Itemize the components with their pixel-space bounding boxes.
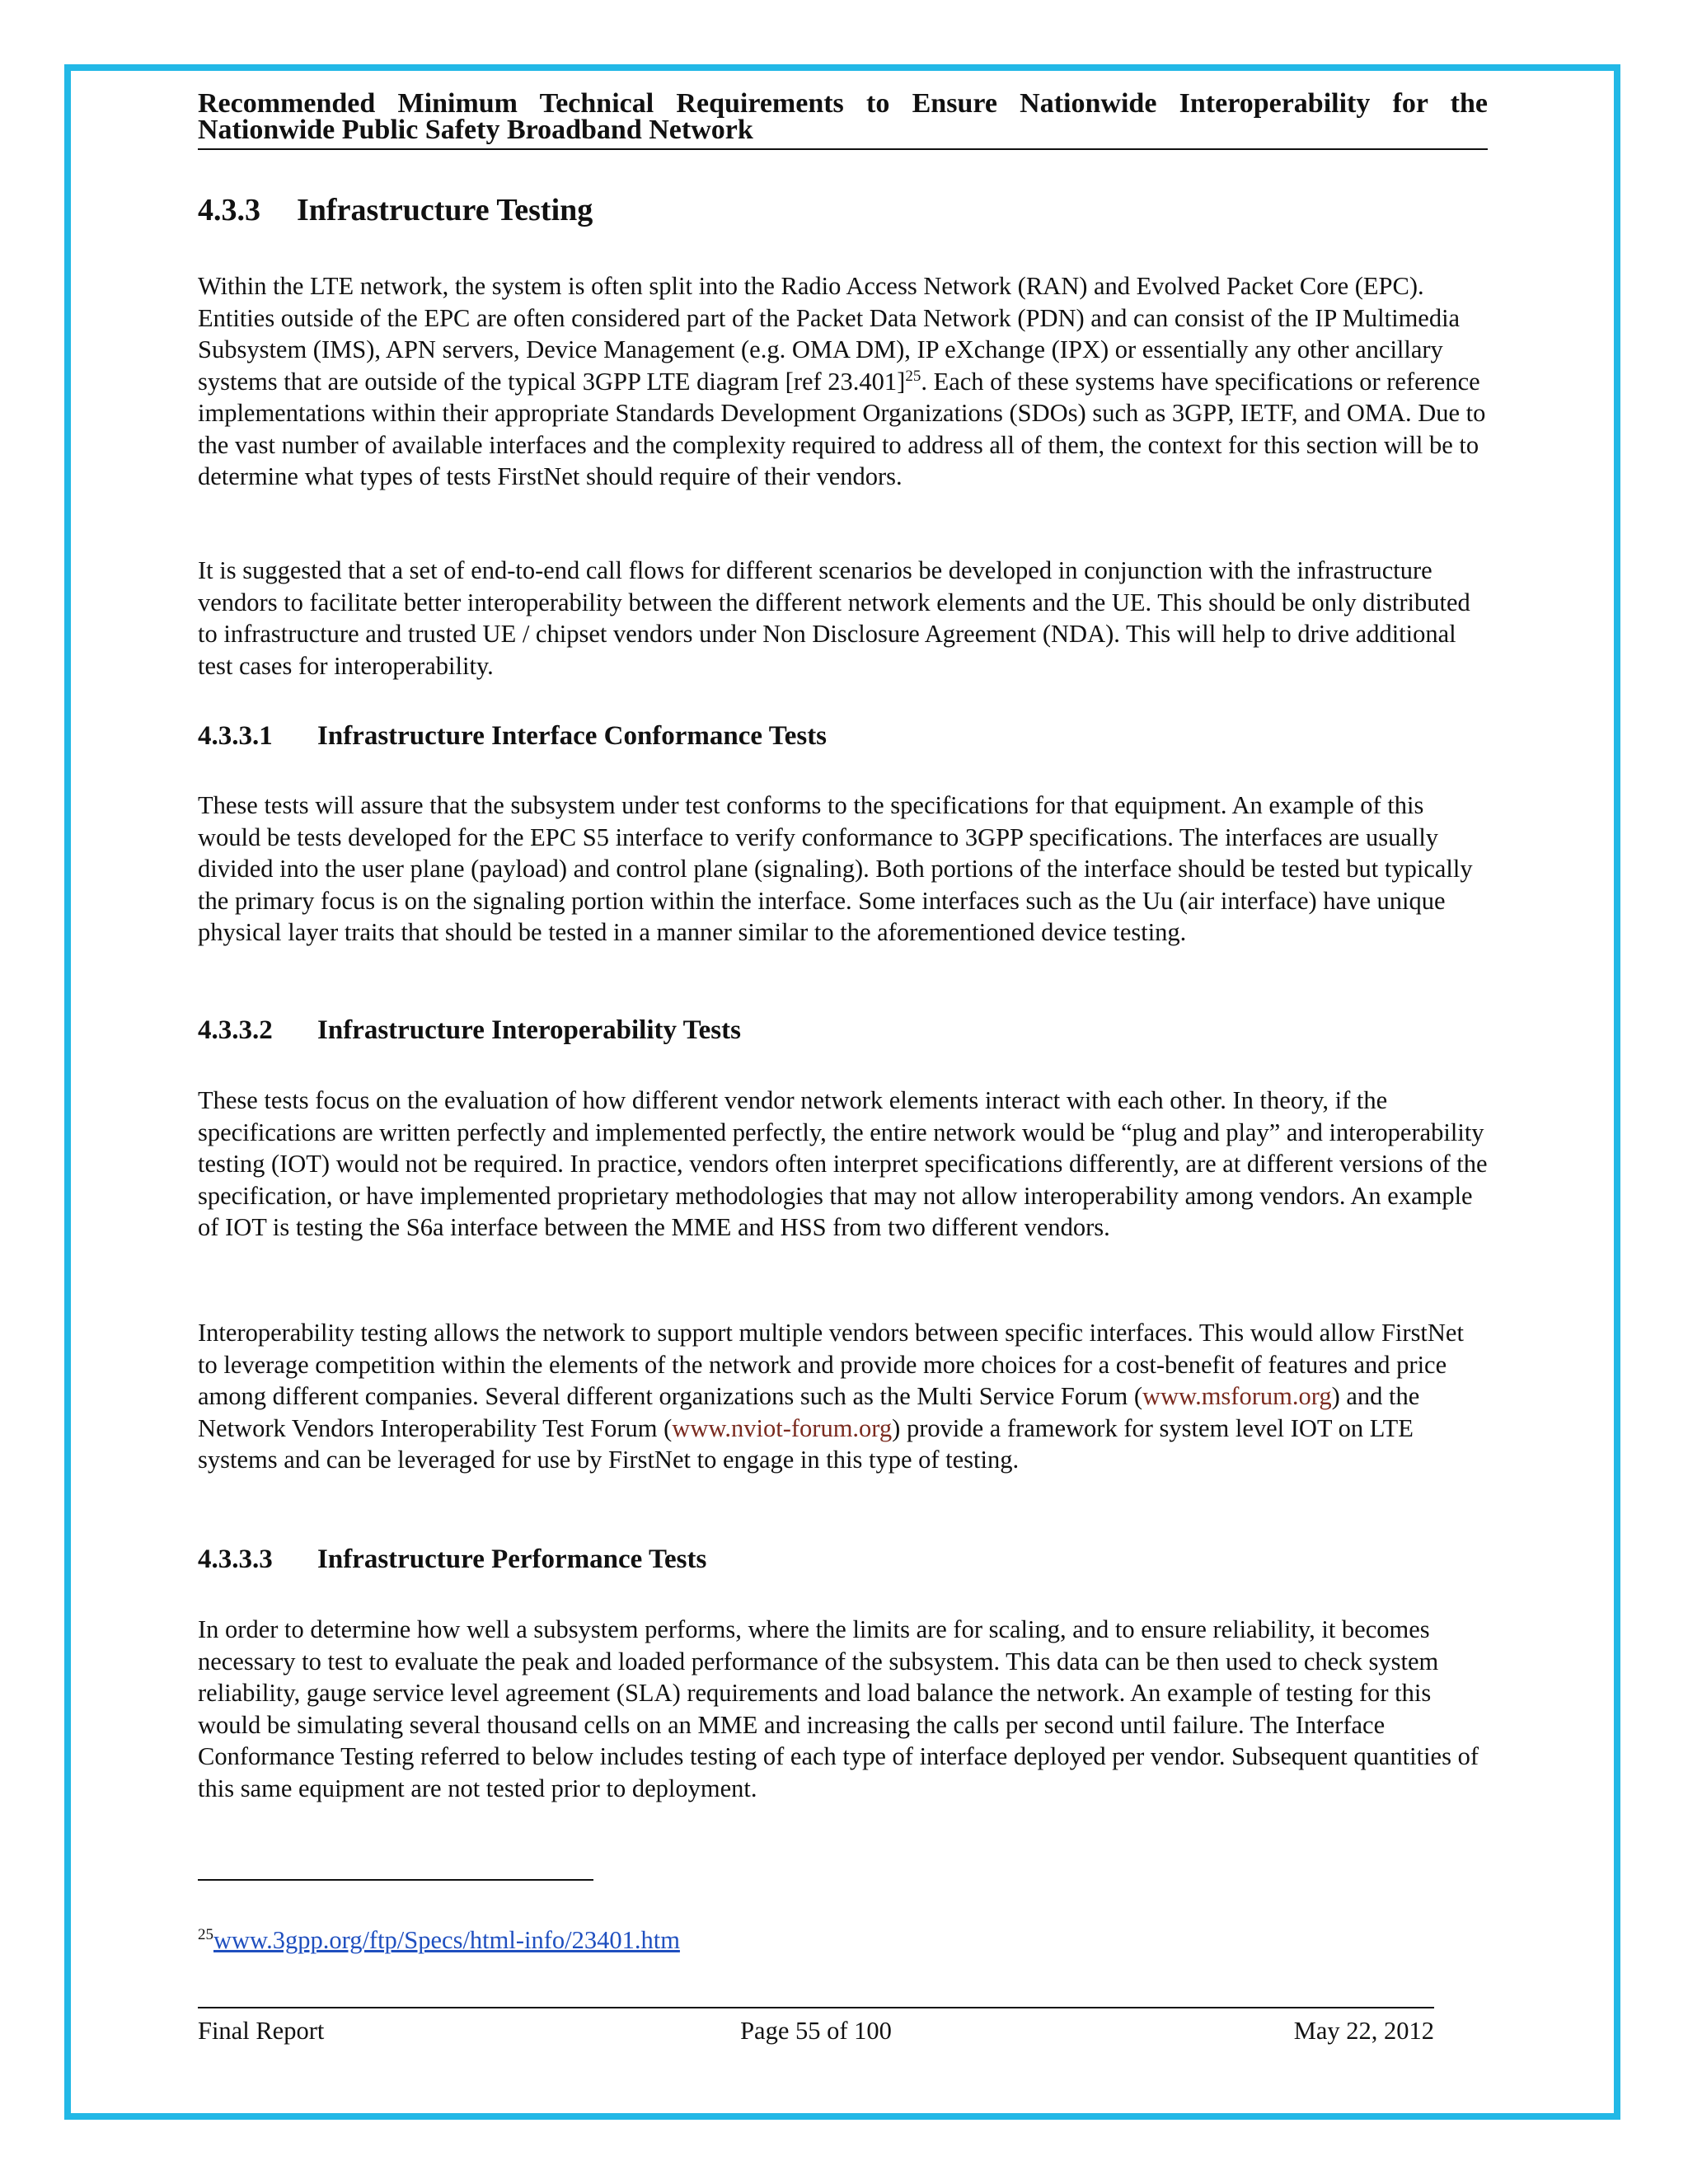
running-header <box>198 88 1488 150</box>
section-heading <box>198 192 593 228</box>
header-line-2: Nationwide Public Safety Broadband Network <box>198 115 753 145</box>
header-line-1: Recommended Minimum Technical Requirements to Ensure Nationwide Interoperability for the <box>198 88 1488 119</box>
footnote-separator <box>198 1879 593 1881</box>
sub2-text-b: ) and the Network Vendors Interoperability Test Forum ( <box>198 1382 1420 1442</box>
intro-paragraph-2: It is suggested that a set of end-to-end call flows for different scenarios be developed in conjunction with the infrastructure vendors to facilitate better interoperability between the different network elements and the UE. This should be only distributed to infrastructure and trusted UE / chipset vendors under Non Disclosure Agreement (NDA). This will help to drive additional test cases for interoperability. <box>198 556 1470 680</box>
subsection-2-paragraph-2 <box>198 1317 1488 1476</box>
subsection-3-paragraph: In order to determine how well a subsystem performs, where the limits are for scaling, and to ensure reliability, it becomes necessary to test to evaluate the peak and loaded performance of the subsystem. This data can be then used to check system reliability, gauge service level agreement (SLA) requirements and load balance the network. An example of testing for this would be simulating several thousand cells on an MME and increasing the calls per second until failure. The Interface Conformance Testing referred to below includes testing of each type of interface deployed per vendor. Subsequent quantities of this same equipment are not tested prior to deployment. <box>198 1615 1479 1802</box>
footnote <box>198 1924 680 1956</box>
subsection-heading-3 <box>198 1543 706 1576</box>
footer-page-number: Page 55 of 100 <box>740 2017 892 2045</box>
section-title: Infrastructure Testing <box>297 193 593 227</box>
sub2-text-c: ) provide a framework for system level IOT on LTE systems and can be leveraged for use by FirstNet to engage in this type of testing. <box>198 1413 1414 1474</box>
footer-report-label: Final Report <box>198 2017 325 2045</box>
msforum-link[interactable]: www.msforum.org <box>1142 1382 1332 1410</box>
subsection-1-title: Infrastructure Interface Conformance Tests <box>317 721 828 751</box>
subsection-3-title: Infrastructure Performance Tests <box>317 1544 707 1574</box>
subsection-3-number: 4.3.3.3 <box>198 1544 273 1574</box>
nviot-forum-link[interactable]: www.nviot-forum.org <box>672 1413 893 1442</box>
subsection-1-paragraph: These tests will assure that the subsystem under test conforms to the specifications for that equipment. An example of this would be tests developed for the EPC S5 interface to verify conformance to 3GPP specifications. The interfaces are usually divided into the user plane (payload) and control plane (signaling). Both portions of the interface should be tested but typically the primary focus is on the signaling portion within the interface. Some interfaces such as the Uu (air interface) have unique physical layer traits that should be tested in a manner similar to the aforementioned device testing. <box>198 791 1473 946</box>
subsection-2-paragraph-1: These tests focus on the evaluation of how different vendor network elements interact with each other. In theory, if the specifications are written perfectly and implemented perfectly, the entire network would be “plug and play” and interoperability testing (IOT) would not be required. In practice, vendors often interpret specifications differently, are at different versions of the specification, or have implemented proprietary methodologies that may not allow interoperability among vendors. An example of IOT is testing the S6a interface between the MME and HSS from two different vendors. <box>198 1086 1488 1241</box>
intro-p1-text: Within the LTE network, the system is often split into the Radio Access Network (RAN) and Evolved Packet Core (EPC). Entities outside of the EPC are often considered part of the Packet Data Network (PDN) and can consist of the IP Multimedia Subsystem (IMS), APN servers, Device Management (e.g. OMA DM), IP eXchange (IPX) or essentially any other ancillary systems that are outside of the typical 3GPP LTE diagram [ref 23.401] <box>198 272 1461 396</box>
subsection-heading-1 <box>198 719 827 752</box>
footnote-ref[interactable]: 25 <box>905 367 921 385</box>
intro-p1-text-after: . Each of these systems have specifications or reference implementations within their appropriate Standards Development Organizations (SDOs) such as 3GPP, IETF, and OMA. Due to the vast number of available interfaces and the complexity required to address all of them, the context for this section will be to determine what types of tests FirstNet should require of their vendors. <box>198 367 1486 490</box>
intro-paragraph-1 <box>198 270 1488 493</box>
section-number: 4.3.3 <box>198 193 260 227</box>
footer-date: May 22, 2012 <box>1293 2017 1434 2045</box>
subsection-1-number: 4.3.3.1 <box>198 721 273 751</box>
footer-separator <box>198 2007 1434 2008</box>
subsection-2-number: 4.3.3.2 <box>198 1015 273 1045</box>
footnote-number: 25 <box>198 1925 213 1943</box>
sub2-text-a: Interoperability testing allows the network to support multiple vendors between specific interfaces. This would allow FirstNet to leverage competition within the elements of the network and provide more choices for a cost-benefit of features and price among different companies. Several different organizations such as the Multi Service Forum ( <box>198 1319 1464 1410</box>
subsection-heading-2 <box>198 1014 741 1047</box>
subsection-2-title: Infrastructure Interoperability Tests <box>317 1015 741 1045</box>
footnote-link[interactable]: www.3gpp.org/ftp/Specs/html-info/23401.htm <box>213 1926 680 1954</box>
